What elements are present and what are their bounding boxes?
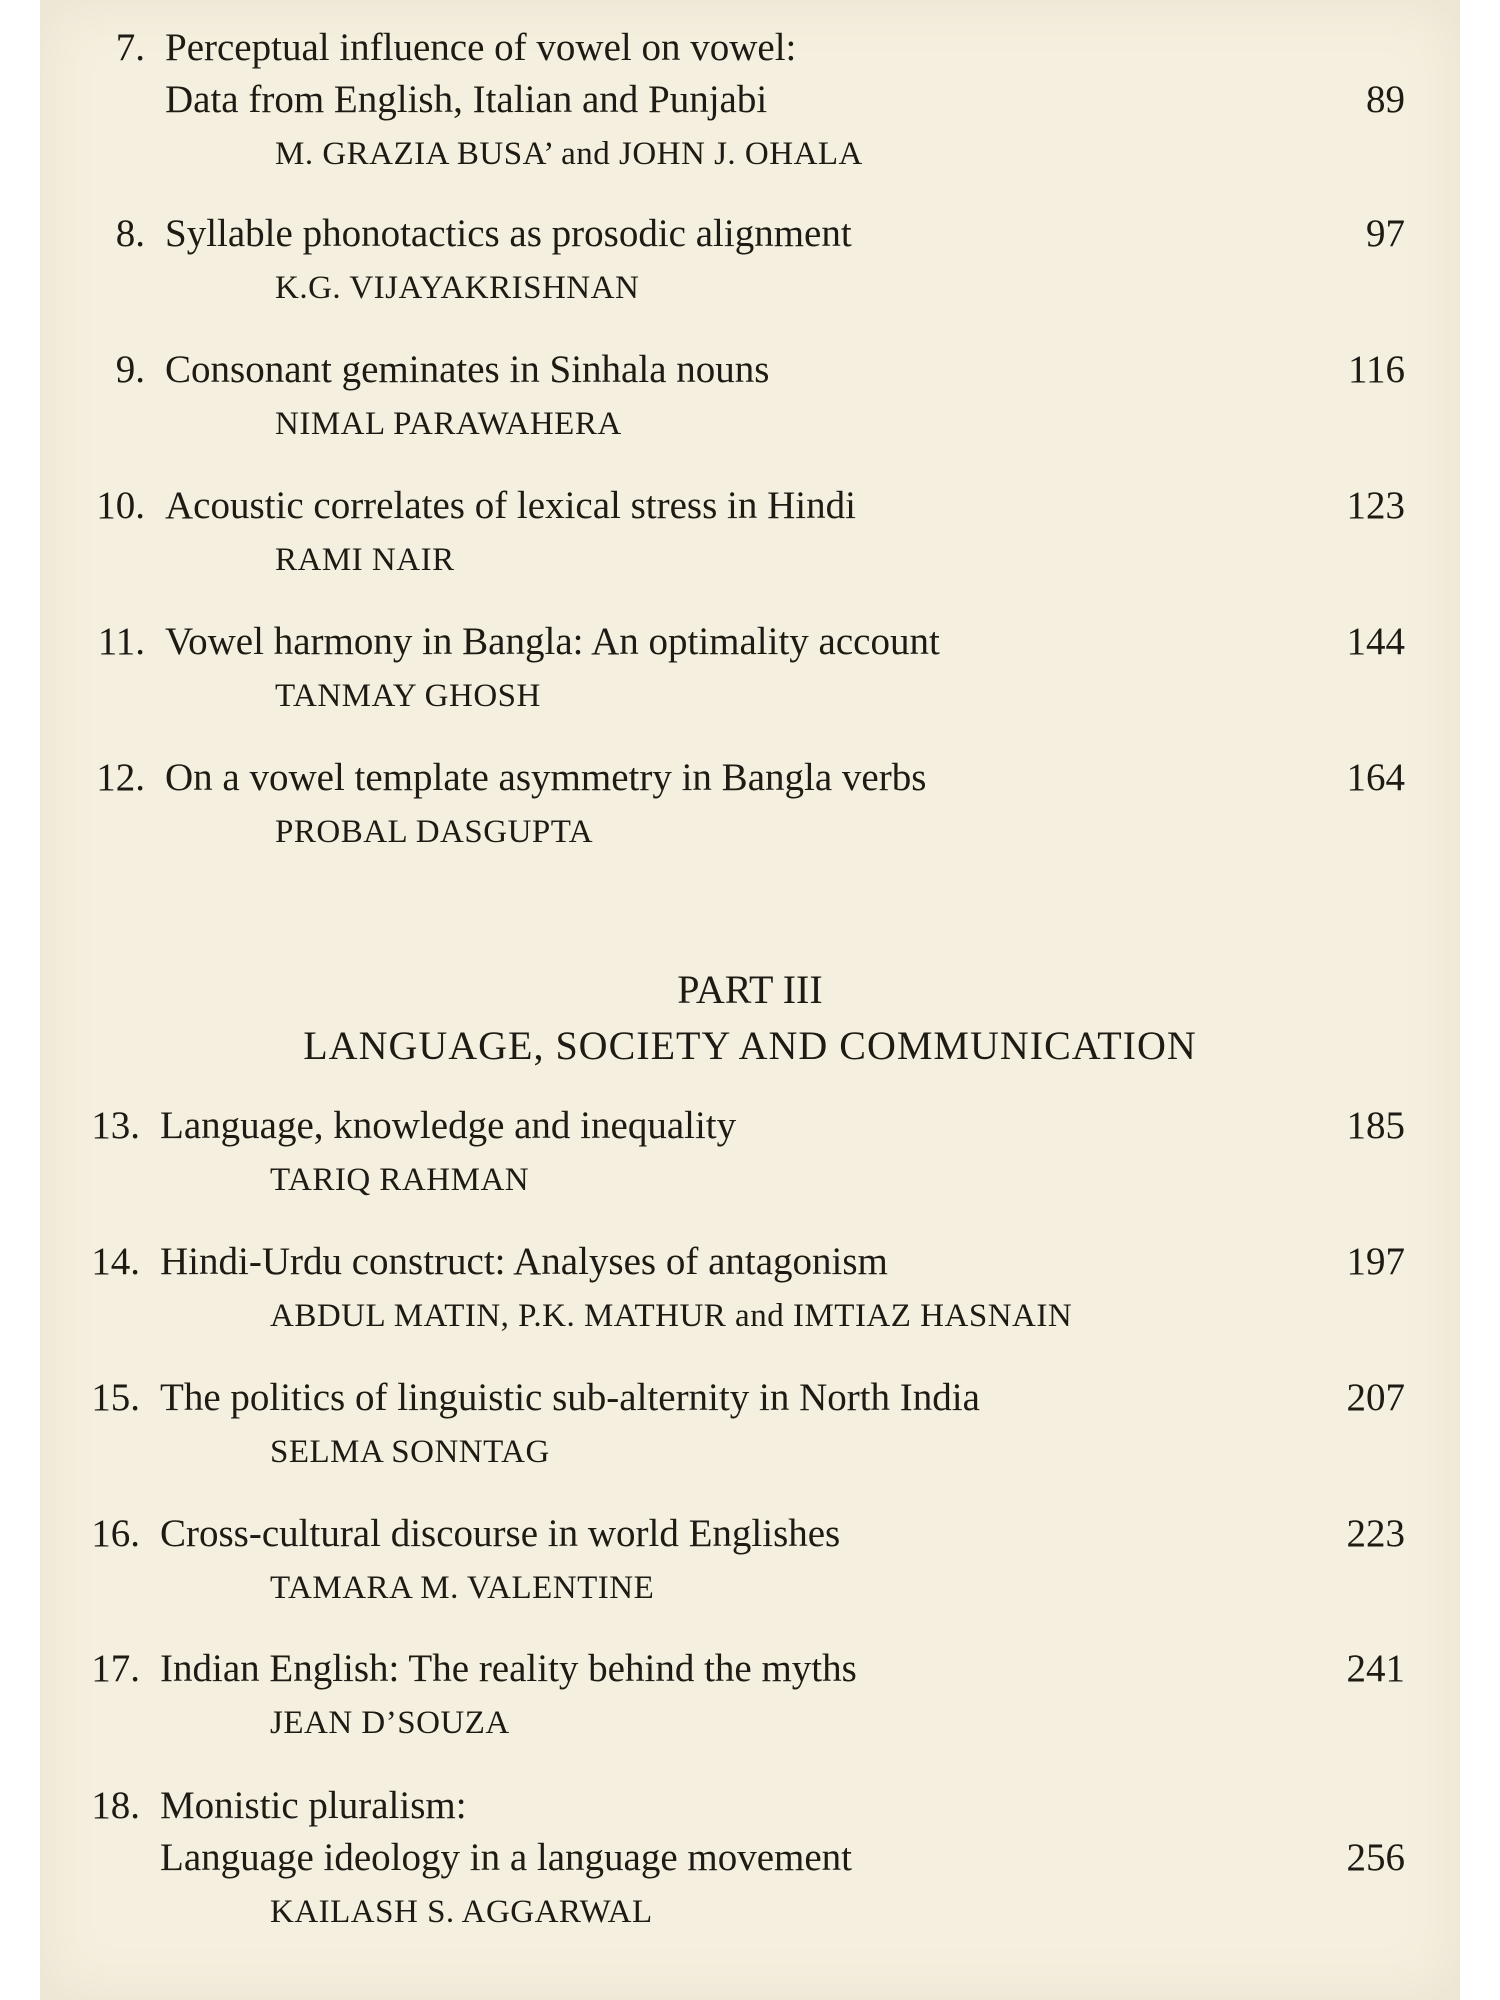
entry-title: Cross-cultural discourse in world Englishes [160,1512,841,1555]
entry-title-continued: Language ideology in a language movement [160,1836,853,1879]
entry-author: M. GRAZIA BUSA’ and JOHN J. OHALA [275,136,863,172]
entry-number: 14. [91,1240,140,1283]
toc-entry-8 [40,208,1460,328]
entry-title: Monistic pluralism: [160,1784,467,1827]
entry-page-number: 256 [1346,1836,1405,1879]
entry-author: SELMA SONNTAG [270,1434,550,1470]
entry-page-number: 116 [1347,348,1405,391]
entry-number: 16. [91,1512,140,1555]
entry-number: 18. [91,1784,140,1827]
entry-title: Indian English: The reality behind the myths [160,1647,857,1690]
entry-number: 8. [115,212,145,255]
entry-author: RAMI NAIR [275,542,455,578]
entry-title: Acoustic correlates of lexical stress in Hindi [165,484,856,527]
toc-entry-15 [40,1372,1460,1492]
part-title: LANGUAGE, SOCIETY AND COMMUNICATION [303,1023,1197,1068]
entry-author: ABDUL MATIN, P.K. MATHUR and IMTIAZ HASNAIN [270,1298,1073,1334]
toc-entry-14 [40,1236,1460,1356]
toc-entry-16 [40,1508,1460,1628]
entry-title: Language, knowledge and inequality [160,1104,737,1147]
toc-entry-18 [40,1780,1460,1930]
entry-page-number: 123 [1346,484,1405,527]
toc-entry-11 [40,616,1460,736]
entry-title: Hindi-Urdu construct: Analyses of antagonism [160,1240,888,1283]
entry-title: The politics of linguistic sub-alternity in North India [160,1376,980,1419]
entry-author: TANMAY GHOSH [275,678,541,714]
entry-page-number: 89 [1366,78,1405,121]
entry-author: PROBAL DASGUPTA [275,814,594,850]
entry-title: Syllable phonotactics as prosodic alignment [165,212,852,255]
entry-author: NIMAL PARAWAHERA [275,406,622,442]
book-page [40,0,1460,2000]
entry-number: 15. [91,1376,140,1419]
entry-title-continued: Data from English, Italian and Punjabi [165,78,768,121]
entry-page-number: 207 [1346,1376,1405,1419]
entry-author: K.G. VIJAYAKRISHNAN [275,270,640,306]
entry-author: TAMARA M. VALENTINE [270,1570,655,1606]
entry-number: 10. [96,484,145,527]
toc-entry-12 [40,752,1460,872]
entry-title: Vowel harmony in Bangla: An optimality account [165,620,940,663]
entry-author: TARIQ RAHMAN [270,1162,530,1198]
toc-entry-7 [40,22,1460,172]
entry-author: JEAN D’SOUZA [270,1705,510,1741]
entry-title: Perceptual influence of vowel on vowel: [165,26,797,69]
toc-entry-13 [40,1100,1460,1220]
entry-page-number: 164 [1346,756,1405,799]
entry-number: 13. [91,1104,140,1147]
entry-number: 17. [91,1647,140,1690]
entry-page-number: 197 [1346,1240,1405,1283]
part-label: PART III [677,967,823,1012]
toc-entry-17 [40,1643,1460,1763]
entry-page-number: 241 [1346,1647,1405,1690]
entry-number: 12. [96,756,145,799]
entry-title: On a vowel template asymmetry in Bangla verbs [165,756,927,799]
entry-title: Consonant geminates in Sinhala nouns [165,348,770,391]
toc-entry-10 [40,480,1460,600]
entry-page-number: 144 [1346,620,1405,663]
entry-page-number: 223 [1346,1512,1405,1555]
entry-number: 7. [115,26,145,69]
entry-number: 11. [97,620,145,663]
entry-page-number: 97 [1366,212,1405,255]
entry-number: 9. [115,348,145,391]
entry-author: KAILASH S. AGGARWAL [270,1894,653,1930]
entry-page-number: 185 [1346,1104,1405,1147]
toc-entry-9 [40,344,1460,464]
